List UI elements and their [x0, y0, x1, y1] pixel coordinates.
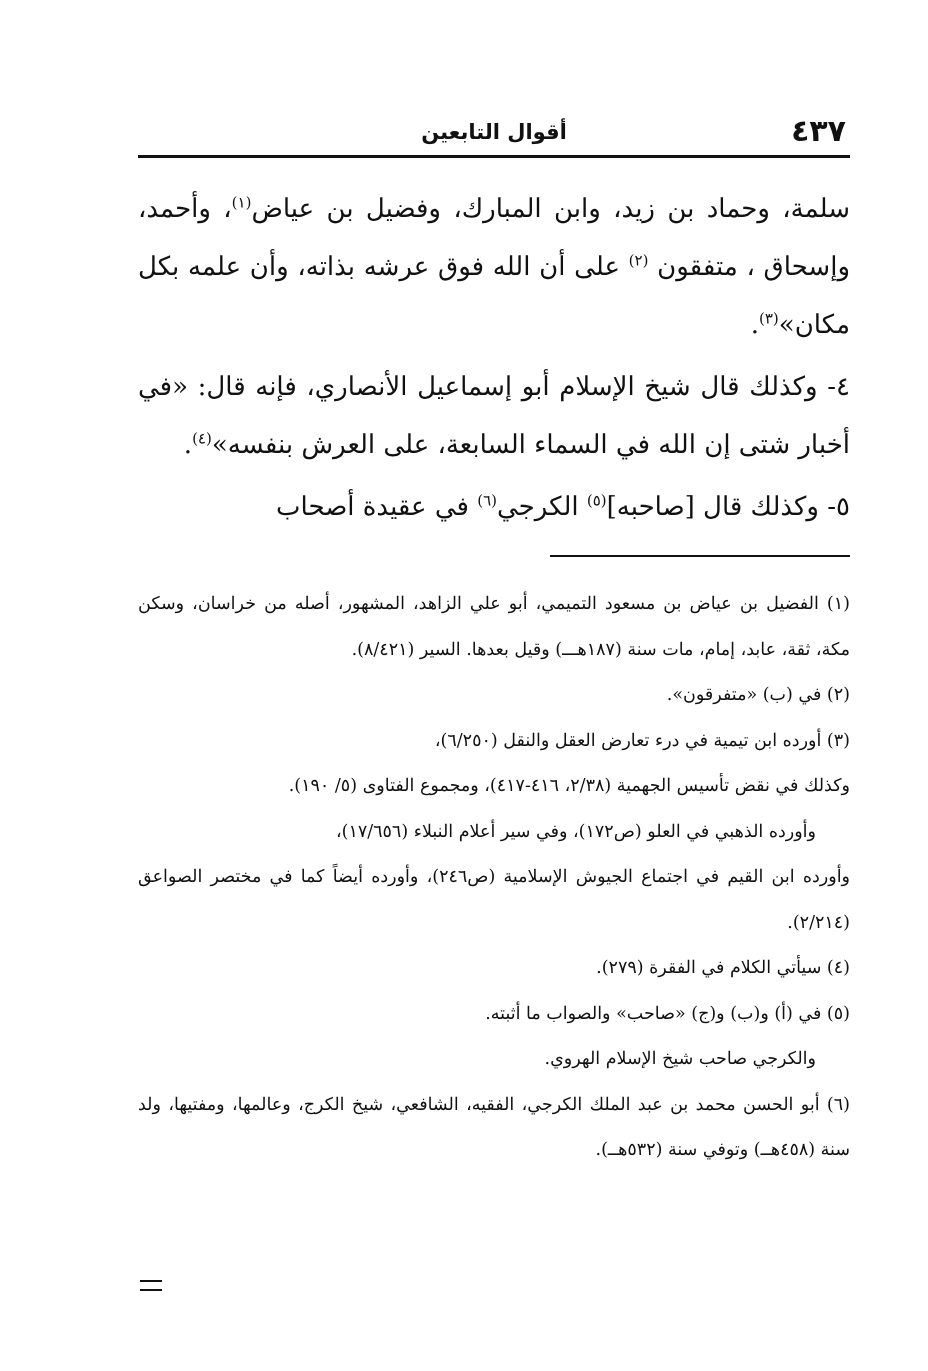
footnote-ref-2[interactable]: (٢)	[628, 251, 649, 270]
book-page	[138, 100, 850, 1320]
footnote-ref-1[interactable]: (١)	[231, 193, 252, 212]
page-header	[138, 112, 850, 154]
paragraph-2: ٤- وكذلك قال شيخ الإسلام أبو إسماعيل الأنصاري، فإنه قال: «في أخبار شتى إن الله في السماء السابعة، على العرش بنفسه»$^{(٤)}$.	[138, 372, 850, 460]
page-number: ٤٣٧	[791, 114, 846, 149]
footnote-6: (٦) أبو الحسن محمد بن عبد الملك الكرجي، الفقيه، الشافعي، شيخ الكرج، وعالمها، ومفتيها، ولد سنة (٤٥٨هــ) وتوفي سنة (٥٣٢هــ).	[138, 1094, 850, 1160]
footnote-4: (٤) سيأتي الكلام في الفقرة (٢٧٩).	[596, 958, 850, 978]
footnote-2: (٢) في (ب) «متفرقون».	[666, 685, 850, 705]
footnote-ref-4[interactable]: (٤)	[192, 429, 212, 448]
footnote-ref-6[interactable]: (٦)	[477, 491, 497, 510]
paragraph-1: سلمة، وحماد بن زيد، وابن المبارك، وفضيل بن عياض$^{(١)}$، وأحمد، وإسحاق ، متفقون $^{(٢)}$ على أن الله فوق عرشه بذاته، وأن علمه بكل مكان»$^{(٣)}$.	[138, 193, 850, 340]
footnote-5-continuation: والكرجي صاحب شيخ الإسلام الهروي.	[544, 1049, 816, 1069]
footnote-5: (٥) في (أ) و(ب) و(ج) «صاحب» والصواب ما أثبته.	[485, 1003, 850, 1024]
footnote-3-continuation: وأورده ابن القيم في اجتماع الجيوش الإسلامية (ص٢٤٦)، وأورده أيضاً كما في مختصر الصواعق (٢/٢١٤).	[138, 867, 851, 933]
footnote-1: (١) الفضيل بن عياض بن مسعود التميمي، أبو علي الزاهد، المشهور، أصله من خراسان، وسكن مكة، ثقة، عابد، إمام، مات سنة (١٨٧هـــ) وقيل بعدها. السير (٨/٤٢١).	[138, 594, 850, 660]
running-title: أقوال التابعين	[421, 120, 567, 144]
paragraph-3: ٥- وكذلك قال [صاحبه]$^{(٥)}$ الكرجي$^{(٦)}$ في عقيدة أصحاب	[276, 491, 850, 522]
footnote-ref-5[interactable]: (٥)	[586, 491, 607, 510]
header-rule	[138, 155, 850, 158]
footnote-separator	[550, 555, 850, 557]
footnotes	[138, 582, 850, 1174]
footnote-3-continuation: وكذلك في نقض تأسيس الجهمية (٢/٣٨، ٤١٦-٤١٧)، ومجموع الفتاوى (٥/ ١٩٠).	[288, 776, 850, 796]
main-text	[138, 180, 850, 536]
footnote-3: (٣) أورده ابن تيمية في درء تعارض العقل والنقل (٦/٢٥٠)،	[434, 730, 850, 751]
footnote-3-continuation: وأورده الذهبي في العلو (ص١٧٢)، وفي سير أعلام النبلاء (١٧/٦٥٦)،	[335, 821, 816, 842]
continuation-mark	[140, 1280, 162, 1291]
footnote-ref-3[interactable]: (٣)	[759, 309, 779, 328]
